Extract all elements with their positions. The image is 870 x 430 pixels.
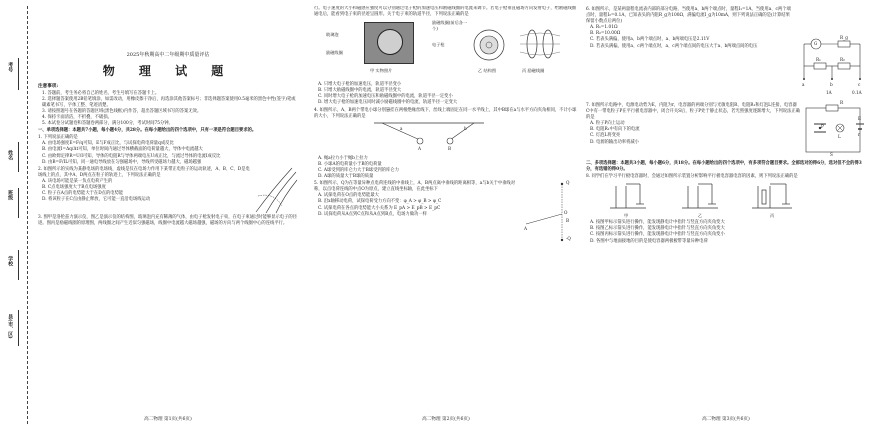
fig-label: b	[464, 125, 467, 131]
section-heading: 一、单项选择题：本题共7小题，每小题4分，共28分。在每小题给出的四个选项中，只有一项是符合题目要求的。	[38, 128, 257, 134]
dipole-figure	[522, 180, 578, 244]
lorentz-apparatus-figure	[314, 20, 578, 82]
binding-label-name: 姓名	[7, 150, 14, 160]
fig-caption: 乙 结构图	[478, 68, 497, 74]
option: C. 粒子在A点的电势能大于在D点的电势能	[42, 191, 124, 197]
page-3	[586, 6, 866, 424]
binding-line	[18, 310, 19, 346]
fig-label: b	[830, 82, 833, 87]
page-footer: 高二物理 第1页(共6页)	[144, 417, 192, 423]
page-1	[38, 6, 298, 424]
question-4: 4. 如图所示，A、B两个带电小球分别悬挂在两根绝缘丝线下，丝线上端固定在同一水平线上，其中B球在a与水平方向夹角相同，不计小球的大小，下列说法正确的是	[314, 107, 577, 119]
option: C. A球受到的库仑力大于B球受到的库仑力	[318, 167, 399, 173]
fig-label: R₁	[816, 57, 821, 62]
capacitor-circuit-diagram	[800, 102, 866, 160]
binding-line	[18, 188, 19, 218]
fig-label: G	[814, 41, 818, 46]
dipole-diagram	[522, 180, 578, 244]
option: B. 按图乙标示箭头进行操作，能发现静电计中指针与竖直方向夹角变大	[590, 226, 725, 232]
question-5-block	[314, 180, 578, 244]
fig-label: A	[524, 226, 528, 232]
question-7-block	[586, 102, 866, 160]
option: B. C点电场强度大于B点电场强度	[42, 185, 106, 191]
capacitor-circuit-figure	[800, 102, 866, 160]
option: A. 绳a拉力小于绳b上拉力	[318, 155, 368, 161]
question-6: 6. 如图所示，是某两量程电流表内部的部分电路，当使用a、b两个端点时，量程I₁=1A，当使用a、c两个端点时，量程I₂=0.1A，已知表头的内阻R_g为100Ω，满偏电流I_g为10mA，则下列说法正确的是(计算结果保留小数点后两位)	[586, 7, 791, 25]
fig-caption: 丙 励磁线圈	[522, 68, 545, 74]
exam-header: 2025年秋期高中二年级期中质量评估	[126, 52, 210, 58]
option: A. 试探电荷在O点的电势能最大	[318, 193, 379, 199]
fig-label: R₂	[840, 57, 845, 62]
option: B. R₂=10.00Ω	[590, 31, 621, 37]
note-item: 4. 保持卡面清洁，不折叠，不破损。	[42, 115, 112, 121]
fig-caption: 丙	[770, 213, 775, 219]
fig-label: P	[821, 124, 824, 129]
option: A. R₁=1.01Ω	[590, 25, 618, 31]
fig-label: E	[858, 116, 862, 121]
electric-field-lines-figure	[252, 166, 298, 214]
fig-label: Q	[566, 180, 570, 186]
option: C. 由欧姆定律R=U/I可知，导体的电阻R与导体两端电压U成正比，与流过导体的电流I成反比	[42, 153, 221, 159]
option: B. 小球A的电荷量小于B的电荷量	[318, 161, 382, 167]
option: D. 各图中与地面接地的目的是使电容器两极板带等量异种电荷	[590, 238, 708, 244]
option: B. 由电流I=Δq/Δt可知，单位时间内通过导体横截面的电荷量越大，导体中电流越大	[42, 147, 203, 153]
section-heading: 二、多项选择题：本题共3小题，每小题6分，共18分。在每小题给出的四个选项中，有多项符合题目要求。全部选对的得6分，选对但不全的得3分，有选错的得0分。	[586, 161, 862, 173]
question-8: 8. 同学们在学习平行板电容器时，会通过如图所示装置分析影响平行板电容器电容的因素，则下列说法正确的是	[586, 174, 798, 180]
option: C. 按图丙标示箭头进行操作，能发现静电计中指针与竖直方向夹角变小	[590, 232, 725, 238]
question-7: 7. 如图所示电路中，电源电动势为E，内阻为r，电容器的两端分别与光敏电阻R、电阻R₁和灯泡L连接，电容器C中有一带电粒子P在平行板电容器中，闭合开关S后，粒子P处于静止状态，若光照强度逐渐增大，下列说法正确的是	[586, 103, 800, 121]
option: C. 试探电荷在各点的电势能大小关系为 E_pA > E_pB > E_pC	[318, 205, 441, 211]
binding-margin	[0, 0, 34, 430]
option: B. 只增大励磁线圈中的电流，轨道半径变大	[318, 88, 402, 94]
structure-diagram	[472, 26, 506, 64]
note-item: 1. 答题前，考生务必将自己的姓名、考生号填写在答题卡上。	[42, 90, 160, 96]
question-2: 2. 如图所示的实线为某静电场的电场线，虚线是仅在电场力作用下某带正电粒子的运动轨迹，A、B、C、D是电场线上的点，其中A、D两点在粒子的轨迹上，下列说法正确的是	[38, 166, 250, 178]
option: D. 若表头满偏，使用a、c两个端点时，a、c两个端点间的电压大于a、b两端点间的电压	[590, 43, 758, 49]
fig-label: a	[802, 82, 805, 87]
ammeter-circuit-figure	[794, 36, 866, 102]
option: C. 若表头满偏，使用a、b两个端点时，a、b两端电压是2.11V	[590, 37, 710, 43]
fig-caption: 甲 实物照片	[370, 68, 393, 74]
fig-label: 1A	[826, 90, 832, 95]
fig-label: B	[566, 218, 570, 224]
option: B. 电阻R₁中有向下的电流	[590, 127, 640, 133]
fig-label: A	[418, 145, 422, 151]
fig-label: 0.1A	[852, 90, 862, 95]
fig-label: O	[564, 210, 568, 216]
option: A. 该电场可能是某一负点电荷产生的	[42, 178, 113, 184]
fig-label: L	[838, 134, 841, 139]
option: A. 粒子P向上运动	[590, 121, 625, 127]
hanging-balls-diagram	[374, 120, 484, 154]
binding-dashed-line	[27, 6, 28, 424]
question-3-continued: 行。电子速度的大小和磁感应强度可以分别通过电子枪的加速电压和励磁线圈的电流来调节。若电子枪垂直磁场方向发射电子，给励磁线圈通电后，能看到电子束的径迹呈圆形。关于电子束的轨道半径，下列说法正确的是	[314, 6, 577, 18]
electroscope-figure	[586, 180, 866, 220]
option: C. 同时增大电子枪的加速电压和励磁线圈中的电流，轨道半径一定变小	[318, 94, 453, 100]
option: D. 电源的输出功率将减小	[590, 139, 639, 145]
ammeter-circuit-diagram	[794, 36, 866, 86]
notes-heading: 注意事项:	[38, 84, 59, 90]
fig-label: 励磁线圈	[326, 50, 343, 56]
coil-diagram	[518, 26, 562, 62]
exam-title: 物 理 试 题	[102, 64, 234, 79]
binding-line	[18, 142, 19, 172]
binding-label-exam-number: 考号	[7, 62, 14, 72]
question-1: 1. 下列说法正确的是	[38, 135, 78, 141]
fig-label: a	[400, 125, 403, 131]
fig-label: 励磁线圈(前后各一个)	[432, 20, 468, 32]
binding-line	[18, 58, 19, 90]
fig-label: S	[830, 152, 833, 157]
question-6-block	[586, 6, 866, 102]
option: C. 灯泡L将变亮	[590, 133, 621, 139]
option: D. A球的质量大于B球的质量	[318, 174, 374, 180]
fig-label: 电子枪	[432, 42, 445, 48]
fig-label: R_g	[840, 35, 848, 40]
fig-label: R	[840, 100, 844, 105]
note-item: 3. 请按照题号在各题的答题区域(黑色线框)内作答，超出答题区域书写的答案无效。	[42, 108, 202, 114]
electroscope-diagrams	[596, 180, 816, 212]
fig-label: r	[858, 132, 861, 137]
note-item: 5. 本试卷分试题卷和答题卷两部分，满分100分，考试时间75分钟。	[42, 121, 173, 127]
binding-label-school: 学校	[7, 256, 14, 266]
binding-label-class: 班级	[7, 190, 14, 200]
question-3: 3. 图甲是洛伦兹力演示仪，图乙是演示仪的结构图，玻璃泡内充有稀薄的气体，由电子枪发射电子束，在电子束通过时能够显示电子的径迹。图丙是励磁线圈的原理图，两线圈之间产生近似匀强磁场，线圈中电流越大磁场越强，磁场的方向与两个线圈中心的连线平行。	[38, 214, 297, 226]
page-2	[314, 6, 578, 424]
option: B. 沿x轴移动电荷，试探电荷受力方向不变：φ_A > φ_B > φ_C	[318, 199, 442, 205]
fig-caption: 乙	[698, 213, 703, 219]
binding-line	[18, 250, 19, 280]
fig-label: -Q	[566, 236, 571, 242]
option: D. 增大电子枪的加速电压同时减小励磁线圈中的电流，轨道半径一定变大	[318, 100, 458, 106]
fig-label: 玻璃泡	[326, 32, 339, 38]
fig-label: B	[448, 145, 452, 151]
apparatus-photo	[364, 22, 414, 64]
note-item: 2. 选择题答案使用2B铅笔填涂，如需改动，用橡皮擦干净后，再选涂其他答案标号；非选择题答案使用0.5毫米的黑色中性(签字)笔或碳素笔书写，字体工整、笔迹清楚。	[42, 96, 296, 108]
page-footer: 高二物理 第2页(共6页)	[422, 417, 470, 423]
binding-label-district: 县(市、区)	[7, 314, 14, 339]
question-5: 5. 如图所示，Q为在等量异种点电荷连线的中垂线上，A、B两点离中垂线的距离相等，a与b关于中垂线对称，以点电荷连线的中点O为原点，建立直线坐标轴，在此坐标下	[314, 181, 516, 193]
option: D. 试探电荷从A点到C点和从A点到B点，电场力做功一样	[318, 211, 427, 217]
page-footer: 高二物理 第3页(共6页)	[702, 417, 750, 423]
fig-label: c	[858, 82, 861, 87]
fig-caption: 甲	[624, 213, 629, 219]
option: D. 由B=F/IL可知，同一通电导线放在匀强磁场中，导线所受磁场力越大，磁场越强	[42, 159, 202, 165]
charged-balls-figure	[314, 120, 578, 156]
option: D. 将该粒子在C点由静止释放，它可能一直沿电场线运动	[42, 197, 151, 203]
option: A. 按图甲标示箭头进行操作，能发现静电计中指针与竖直方向夹角变大	[590, 220, 725, 226]
question-2-block	[38, 166, 298, 214]
option: A. 由电场强度E=F/q可知，E与F成正比，与试探电荷电荷量q成反比	[42, 141, 174, 147]
option: A. 只增大电子枪的加速电压，轨道半径变小	[318, 82, 402, 88]
